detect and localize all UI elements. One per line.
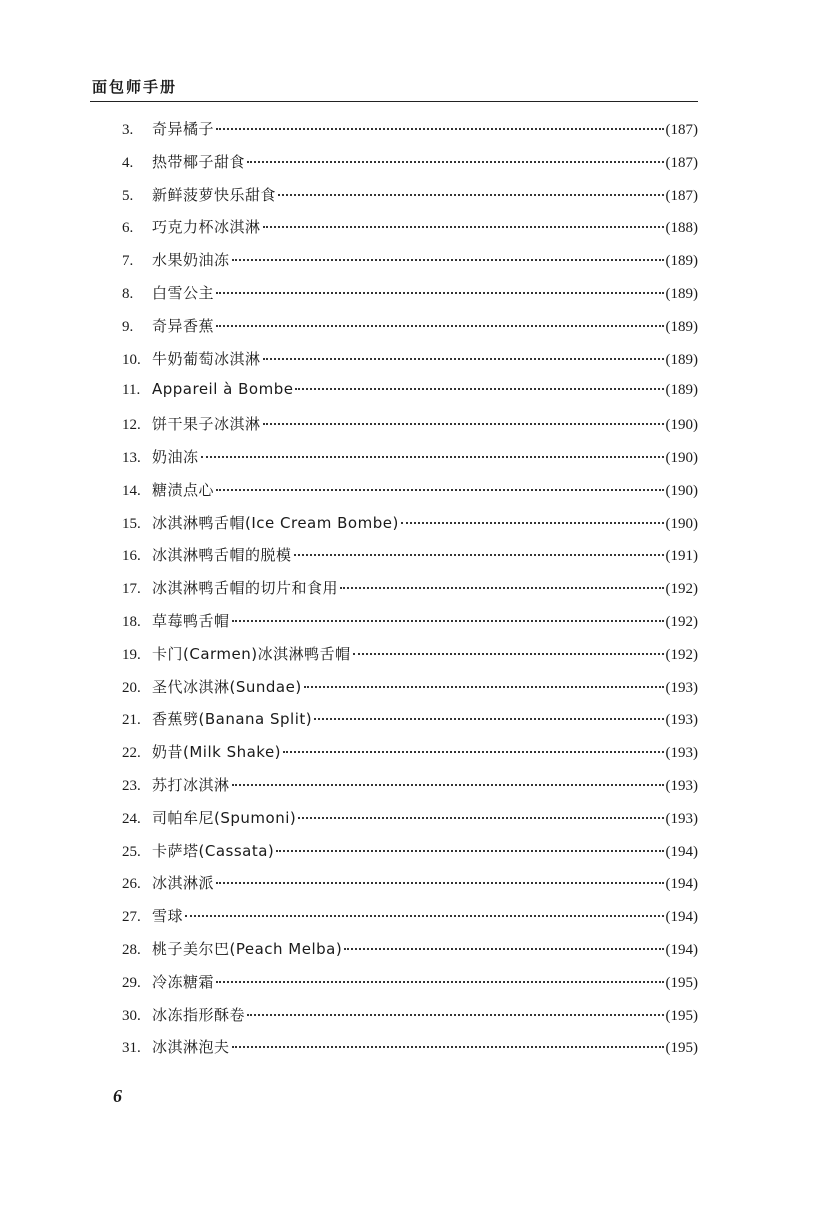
toc-entry-page: (195) — [665, 974, 698, 991]
dot-leader — [263, 226, 664, 228]
dot-leader — [278, 194, 663, 196]
toc-entry-title: 新鲜菠萝快乐甜食 — [152, 185, 277, 204]
toc-entry-title: 冰淇淋鸭舌帽(Ice Cream Bombe) — [152, 513, 399, 532]
toc-entry-number: 26. — [122, 876, 141, 893]
toc-entry-title: 水果奶油冻 — [152, 251, 230, 270]
toc-entry-title: 卡萨塔(Cassata) — [152, 841, 275, 860]
toc-entry[interactable] — [122, 872, 698, 905]
toc-entry-page: (194) — [665, 909, 698, 926]
toc-entry-page: (193) — [665, 712, 698, 729]
toc-entry-title: 冷冻糖霜 — [152, 972, 215, 991]
toc-entry-page: (190) — [665, 449, 698, 466]
toc-entry-page: (192) — [665, 646, 698, 663]
toc-entry[interactable] — [122, 840, 698, 873]
toc-entry-title: 雪球 — [152, 907, 184, 926]
dot-leader — [216, 882, 663, 884]
toc-entry-page: (190) — [665, 515, 698, 532]
toc-entry-number: 31. — [122, 1040, 141, 1057]
toc-entry-number: 18. — [122, 613, 141, 630]
dot-leader — [247, 1014, 663, 1016]
toc-entry-title: 冰淇淋泡夫 — [152, 1038, 230, 1057]
toc-entry-page: (190) — [665, 417, 698, 434]
toc-entry-number: 17. — [122, 581, 141, 598]
toc-entry-page: (194) — [665, 941, 698, 958]
dot-leader — [304, 686, 664, 688]
dot-leader — [216, 325, 663, 327]
toc-entry-page: (190) — [665, 482, 698, 499]
dot-leader — [295, 388, 663, 390]
dot-leader — [276, 850, 663, 852]
toc-entry[interactable] — [122, 216, 698, 249]
dot-leader — [185, 915, 663, 917]
dot-leader — [232, 1046, 664, 1048]
dot-leader — [401, 522, 664, 524]
toc-entry[interactable] — [122, 676, 698, 709]
toc-entry[interactable] — [122, 938, 698, 971]
dot-leader — [216, 292, 663, 294]
toc-entry-title: 牛奶葡萄冰淇淋 — [152, 349, 261, 368]
dot-leader — [232, 620, 664, 622]
dot-leader — [216, 981, 663, 983]
toc-entry-page: (195) — [665, 1007, 698, 1024]
toc-entry-title: 巧克力杯冰淇淋 — [152, 218, 261, 237]
toc-entry[interactable] — [122, 774, 698, 807]
toc-entry-page: (187) — [665, 122, 698, 138]
toc-entry-number: 21. — [122, 712, 141, 729]
toc-entry[interactable] — [122, 971, 698, 1004]
toc-entry-number: 16. — [122, 548, 141, 565]
dot-leader — [340, 587, 663, 589]
toc-entry-page: (193) — [665, 745, 698, 762]
dot-leader — [314, 718, 663, 720]
toc-entry-page: (195) — [665, 1040, 698, 1057]
toc-entry[interactable] — [122, 315, 698, 348]
toc-entry-number: 13. — [122, 449, 141, 466]
header-rule — [90, 101, 698, 102]
toc-entry-title: 香蕉劈(Banana Split) — [152, 710, 313, 729]
running-head-title: 面包师手册 — [92, 78, 178, 96]
toc-entry-title: 草莓鸭舌帽 — [152, 611, 230, 630]
toc-entry-number: 24. — [122, 810, 141, 827]
dot-leader — [232, 259, 664, 261]
toc-entry-page: (193) — [665, 810, 698, 827]
toc-entry-title: 奇异橘子 — [152, 120, 215, 138]
toc-entry-page: (189) — [665, 253, 698, 270]
dot-leader — [283, 751, 663, 753]
toc-entry-title: 冰淇淋派 — [152, 874, 215, 893]
toc-entry-number: 25. — [122, 843, 141, 860]
toc-entry-page: (189) — [665, 382, 698, 399]
toc-entry[interactable] — [122, 380, 698, 413]
toc-entry[interactable] — [122, 118, 698, 151]
toc-entry-number: 12. — [122, 417, 141, 434]
toc-entry[interactable] — [122, 479, 698, 512]
page-number: 6 — [113, 1086, 122, 1106]
toc-entry-title: 奶油冻 — [152, 447, 199, 466]
toc-entry-number: 4. — [122, 154, 134, 171]
toc-entry-number: 11. — [122, 382, 141, 399]
toc-entry-page: (192) — [665, 613, 698, 630]
toc-entry-page: (191) — [665, 548, 698, 565]
toc-entry-number: 29. — [122, 974, 141, 991]
toc-entry[interactable] — [122, 577, 698, 610]
toc-entry-page: (194) — [665, 876, 698, 893]
toc-entry[interactable] — [122, 610, 698, 643]
toc-entry-page: (194) — [665, 843, 698, 860]
toc-entry-number: 8. — [122, 285, 134, 302]
toc-entry-page: (189) — [665, 285, 698, 302]
toc-entry[interactable] — [122, 544, 698, 577]
toc-entry-title: 桃子美尔巴(Peach Melba) — [152, 939, 343, 958]
toc-entry[interactable] — [122, 348, 698, 381]
toc-entry-title: Appareil à Bombe — [152, 380, 294, 399]
toc-entry[interactable] — [122, 708, 698, 741]
toc-entry-page: (189) — [665, 351, 698, 368]
dot-leader — [344, 948, 663, 950]
toc-entry-title: 奶昔(Milk Shake) — [152, 743, 282, 762]
toc-entry[interactable] — [122, 643, 698, 676]
toc-entry-number: 23. — [122, 777, 141, 794]
toc-entry[interactable] — [122, 184, 698, 217]
dot-leader — [232, 784, 664, 786]
toc-entry-number: 20. — [122, 679, 141, 696]
toc-entry-title: 卡门(Carmen)冰淇淋鸭舌帽 — [152, 644, 351, 663]
dot-leader — [216, 128, 663, 130]
dot-leader — [247, 161, 663, 163]
toc-entry-page: (187) — [665, 154, 698, 171]
toc-entry[interactable] — [122, 413, 698, 446]
dot-leader — [298, 817, 663, 819]
toc-entry[interactable] — [122, 741, 698, 774]
toc-entry-title: 热带椰子甜食 — [152, 152, 246, 171]
dot-leader — [263, 423, 664, 425]
toc-entry-number: 15. — [122, 515, 141, 532]
toc-entry-title: 饼干果子冰淇淋 — [152, 415, 261, 434]
toc-entry-title: 冰冻指形酥卷 — [152, 1005, 246, 1024]
dot-leader — [294, 554, 664, 556]
toc-entry-title: 奇异香蕉 — [152, 316, 215, 335]
toc-entry[interactable] — [122, 446, 698, 479]
toc-entry-page: (187) — [665, 187, 698, 204]
toc-entry[interactable] — [122, 1036, 698, 1069]
toc-entry-page: (193) — [665, 777, 698, 794]
dot-leader — [353, 653, 664, 655]
toc-entry-number: 9. — [122, 318, 134, 335]
dot-leader — [263, 358, 664, 360]
toc-entry-number: 5. — [122, 187, 134, 204]
toc-entry-number: 6. — [122, 220, 134, 237]
toc-entry[interactable] — [122, 1004, 698, 1037]
toc-entry-title: 白雪公主 — [152, 283, 215, 302]
toc-entry[interactable] — [122, 905, 698, 938]
toc-entry-number: 3. — [122, 122, 134, 138]
toc-entry[interactable] — [122, 151, 698, 184]
dot-leader — [216, 489, 663, 491]
table-of-contents — [122, 118, 698, 1069]
toc-entry-page: (188) — [665, 220, 698, 237]
toc-entry-number: 19. — [122, 646, 141, 663]
toc-entry-number: 30. — [122, 1007, 141, 1024]
toc-entry-title: 冰淇淋鸭舌帽的切片和食用 — [152, 579, 339, 598]
toc-entry-number: 7. — [122, 253, 134, 270]
toc-entry-page: (192) — [665, 581, 698, 598]
toc-entry-number: 27. — [122, 909, 141, 926]
toc-entry[interactable] — [122, 249, 698, 282]
toc-entry-title: 苏打冰淇淋 — [152, 775, 230, 794]
toc-entry-title: 糖渍点心 — [152, 480, 215, 499]
toc-entry-number: 14. — [122, 482, 141, 499]
toc-entry-title: 圣代冰淇淋(Sundae) — [152, 677, 302, 696]
toc-entry-page: (193) — [665, 679, 698, 696]
toc-entry-title: 冰淇淋鸭舌帽的脱模 — [152, 546, 292, 565]
toc-entry[interactable] — [122, 512, 698, 545]
toc-entry-number: 28. — [122, 941, 141, 958]
toc-entry-page: (189) — [665, 318, 698, 335]
toc-entry-number: 10. — [122, 351, 141, 368]
toc-entry[interactable] — [122, 807, 698, 840]
dot-leader — [201, 456, 664, 458]
toc-entry[interactable] — [122, 282, 698, 315]
toc-entry-title: 司帕牟尼(Spumoni) — [152, 808, 297, 827]
toc-entry-number: 22. — [122, 745, 141, 762]
